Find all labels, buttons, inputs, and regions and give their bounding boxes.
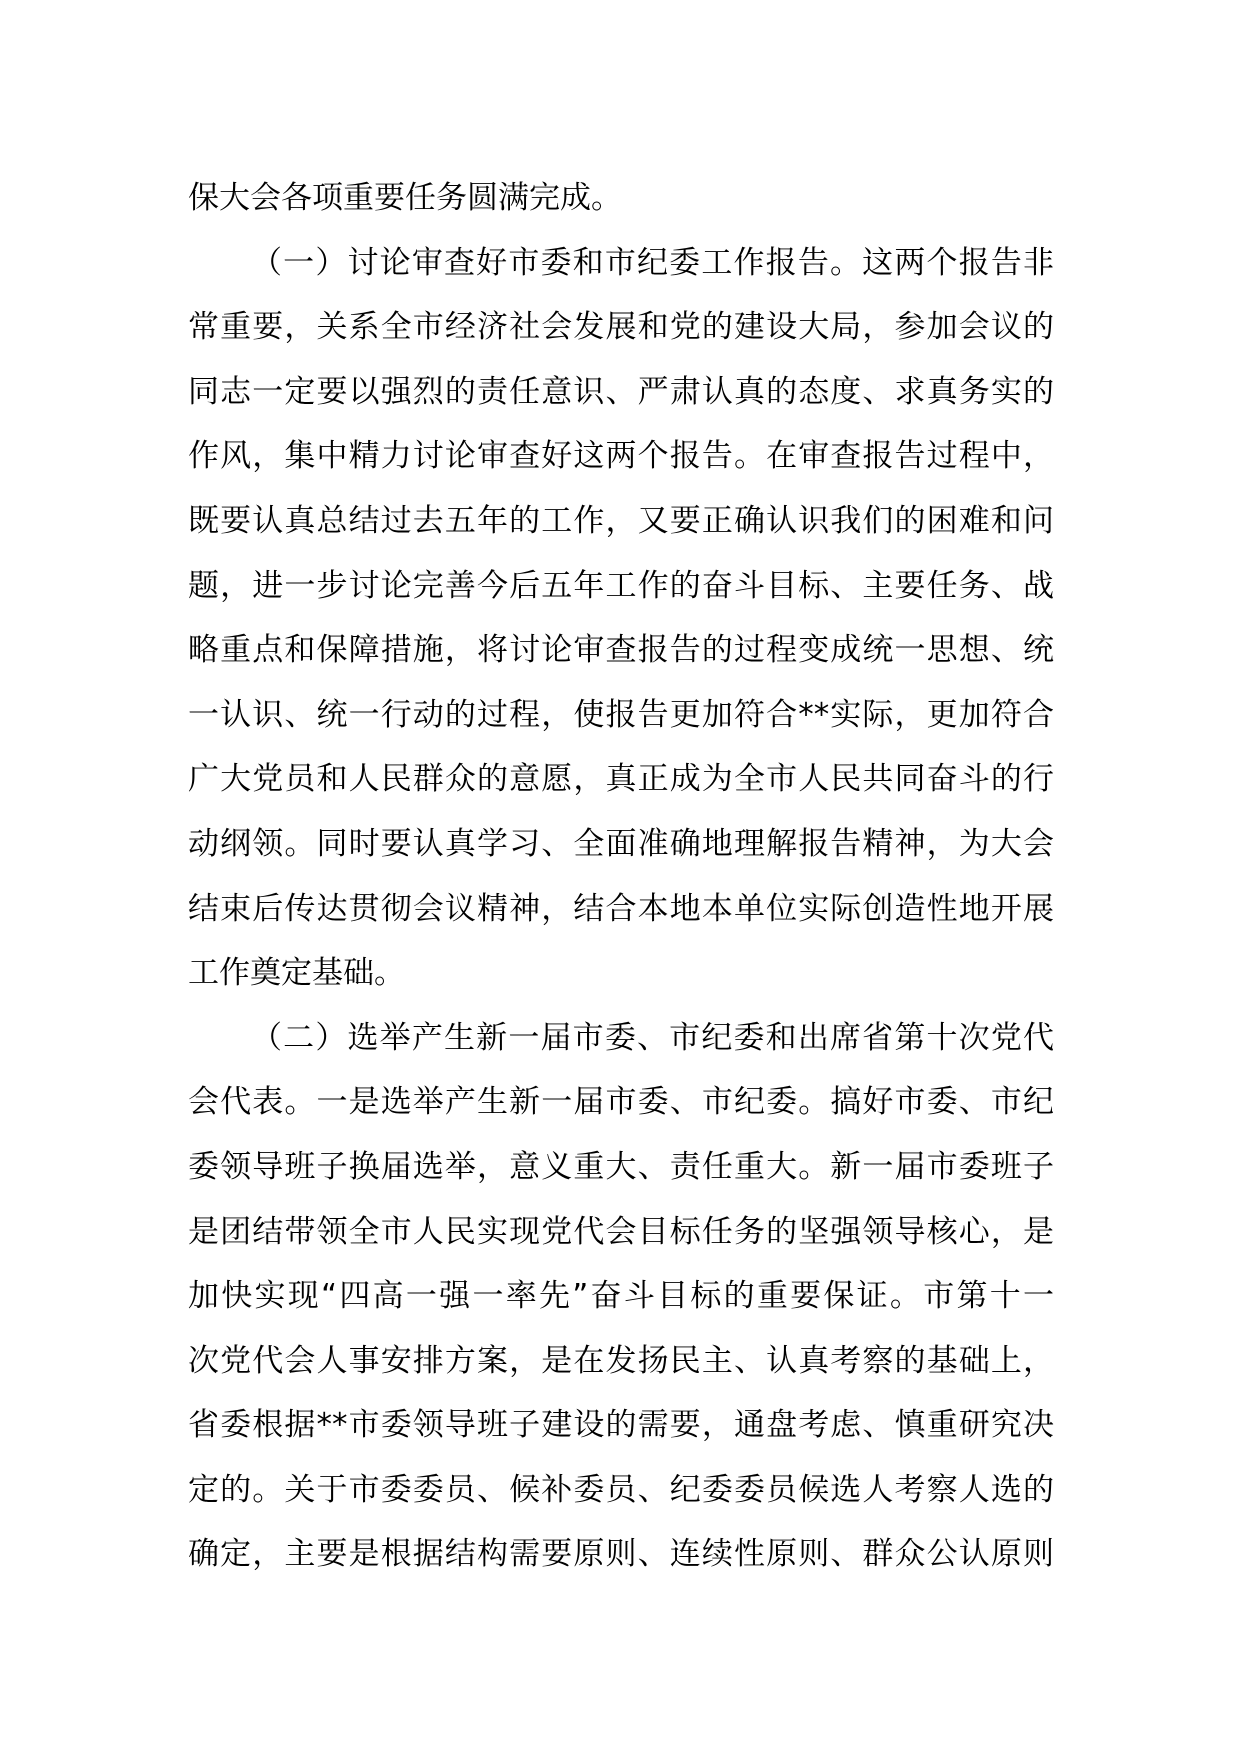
text-line: 次党代会人事安排方案，是在发扬民主、认真考察的基础上， [188,1342,1054,1379]
text-line: 广大党员和人民群众的意愿，真正成为全市人民共同奋斗的行 [188,761,1054,798]
text-line: 省委根据**市委领导班子建设的需要，通盘考虑、慎重研究决 [188,1407,1054,1444]
text-line: 题，进一步讨论完善今后五年工作的奋斗目标、主要任务、战 [188,567,1054,604]
text-line: 确定，主要是根据结构需要原则、连续性原则、群众公认原则 [188,1536,1054,1573]
text-line: 工作奠定基础。 [188,955,405,992]
text-line: 一认识、统一行动的过程，使报告更加符合**实际，更加符合 [188,696,1054,733]
text-line: 结束后传达贯彻会议精神，结合本地本单位实际创造性地开展 [188,890,1054,927]
text-line: 略重点和保障措施，将讨论审查报告的过程变成统一思想、统 [188,632,1054,669]
body-text [188,166,1054,1587]
text-line: 同志一定要以强烈的责任意识、严肃认真的态度、求真务实的 [188,373,1054,410]
text-line: 保大会各项重要任务圆满完成。 [188,180,622,216]
text-line: 委领导班子换届选举，意义重大、责任重大。新一届市委班子 [188,1148,1054,1185]
text-line: 常重要，关系全市经济社会发展和党的建设大局，参加会议的 [188,309,1054,346]
text-line: （一）讨论审查好市委和市纪委工作报告。这两个报告非 [251,244,1054,281]
text-line: 定的。关于市委委员、候补委员、纪委委员候选人考察人选的 [188,1471,1054,1508]
text-line: （二）选举产生新一届市委、市纪委和出席省第十次党代 [251,1019,1054,1056]
text-line: 会代表。一是选举产生新一届市委、市纪委。搞好市委、市纪 [188,1084,1054,1121]
text-line: 既要认真总结过去五年的工作，又要正确认识我们的困难和问 [188,502,1054,539]
text-line: 加快实现“四高一强一率先”奋斗目标的重要保证。市第十一 [188,1278,1054,1315]
text-line: 是团结带领全市人民实现党代会目标任务的坚强领导核心，是 [188,1213,1054,1250]
text-line: 作风，集中精力讨论审查好这两个报告。在审查报告过程中， [188,438,1054,475]
text-line: 动纲领。同时要认真学习、全面准确地理解报告精神，为大会 [188,825,1054,862]
